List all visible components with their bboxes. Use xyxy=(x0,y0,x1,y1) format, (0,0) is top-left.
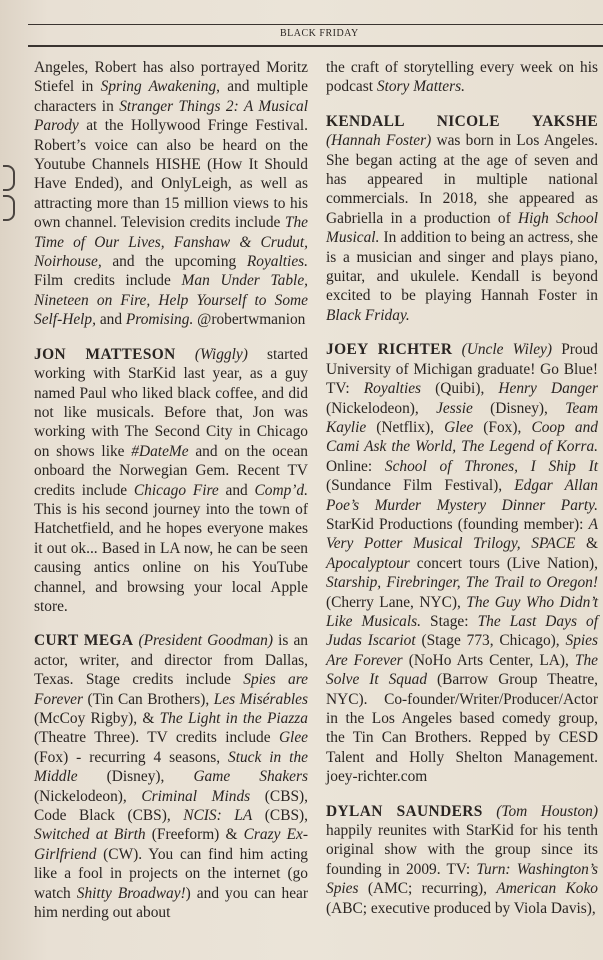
italic-title: The Time of Our Lives, Fanshaw & Crudut, Noirhouse, xyxy=(34,214,308,271)
italic-title: Crazy Ex-Girlfriend xyxy=(34,826,308,863)
italic-title: Starship, Firebringer, The Trail to Oregon! xyxy=(326,574,598,592)
text-run: (Cherry Lane, NYC), xyxy=(326,593,467,611)
binder-ring-icon xyxy=(3,165,15,191)
bio-dylan-saunders xyxy=(326,802,598,918)
italic-title: Switched at Birth xyxy=(34,826,146,844)
text-run: (Disney), xyxy=(472,399,566,417)
text-run: @robertwmanion xyxy=(193,311,306,329)
text-run: (Theatre Three). TV credits include xyxy=(34,729,279,747)
text-run: (Barrow Group Theatre, NYC). Co-founder/Writer/Producer/Actor in the Los Angeles based comedy group, the Tin Can Brothers. Repped by CESD Talent and Holly Shelton Management. joey-richter.com xyxy=(326,671,598,786)
italic-title: Spies Are Forever xyxy=(326,632,598,669)
text-run: at the Hollywood Fringe Festival. Robert’s voice can also be heard on the Youtube Channels HISHE (How It Should Have Ended), and OnlyLeigh, as well as attracting more than 15 million views to his own channel. Television credits include xyxy=(34,117,308,232)
actor-role: (President Goodman) xyxy=(138,632,273,650)
italic-title: Glee xyxy=(444,418,474,436)
text-run: (Freeform) & xyxy=(145,826,244,844)
italic-title: School of Thrones, I Ship It xyxy=(384,457,598,475)
text-run: (CBS), Code Black (CBS), xyxy=(34,787,308,825)
actor-role: (Uncle Wiley) xyxy=(461,341,552,359)
bio-robert-continued xyxy=(34,58,308,330)
text-run: was born in Los Angeles. She began acting at the age of seven and has appeared in multiple national commercials. In 2018, she appeared as Gabriella in a production of xyxy=(326,132,598,227)
right-column xyxy=(326,58,598,933)
text-run: This is his second journey into the town of Hatchetfield, and he hopes everyone makes it out ok... Based in LA now, he can be seen causing antics online on his YouTube channel, and browsing your local Apple store. xyxy=(34,500,308,615)
actor-name: DYLAN SAUNDERS xyxy=(326,802,483,820)
italic-title: Black Friday. xyxy=(326,306,410,324)
bio-curt-mega xyxy=(34,631,308,922)
text-run: In addition to being an actress, she is a musician and singer and plays piano, guitar, and ukulele. Kendall is beyond excited to be playing Hannah Foster in xyxy=(326,229,598,305)
italic-title: Royalties xyxy=(363,380,422,398)
text-run: (NoHo Arts Center, LA), xyxy=(402,651,575,669)
text-run: (Quibi), xyxy=(421,380,499,398)
italic-title: Stuck in the Middle xyxy=(34,748,308,786)
text-run: started working with StarKid last year, as a guy named Paul who liked black coffee, and did not like musicals. Before that, Jon was working with The Second City in Chicago on shows like xyxy=(34,345,308,460)
bio-text xyxy=(326,132,598,324)
actor-role: (Tom Houston) xyxy=(496,802,598,820)
italic-title: Les Misérables xyxy=(213,690,308,708)
text-run: (CBS), xyxy=(252,807,308,825)
italic-title: NCIS: LA xyxy=(183,807,253,825)
bio-text xyxy=(326,341,598,785)
text-run: & xyxy=(575,535,598,553)
italic-title: The Solve It Squad xyxy=(326,651,598,689)
italic-title: Man Under Table, Nineteen on Fire, Help Yourself to Some Self-Help, xyxy=(34,272,308,329)
italic-title: Chicago Fire xyxy=(133,481,219,499)
italic-title: Shitty Broadway! xyxy=(76,884,186,902)
text-run: Proud University of Michigan graduate! Go Blue! TV: xyxy=(326,341,598,398)
text-run: concert tours (Live Nation), xyxy=(409,554,598,572)
italic-title: Henry Danger xyxy=(498,380,598,398)
bio-joey-richter xyxy=(326,340,598,786)
text-run: and xyxy=(95,311,126,329)
running-header: BLACK FRIDAY xyxy=(280,28,359,39)
left-column xyxy=(34,58,308,937)
text-run: (CW). You can find him acting like a fool in projects on the internet (go watch xyxy=(34,845,308,902)
italic-title: Team Kaylie xyxy=(326,399,598,436)
italic-title: Coop and Cami Ask the World, The Legend of Korra. xyxy=(326,418,599,456)
text-run: Film credits include xyxy=(34,272,182,290)
text-run: (Fox) - recurring 4 seasons, xyxy=(34,748,228,766)
italic-title: Turn: Washington’s Spies xyxy=(326,860,599,898)
text-run: (Sundance Film Festival), xyxy=(326,477,515,495)
italic-title: The Guy Who Didn’t Like Musicals. xyxy=(326,593,598,630)
binder-ring-icon xyxy=(3,195,15,221)
text-run: (AMC; recurring), xyxy=(358,880,497,898)
italic-title: High School Musical. xyxy=(326,209,598,247)
text-run: (Disney), xyxy=(77,768,194,786)
actor-name: JON MATTESON xyxy=(34,345,176,363)
italic-title: #DateMe xyxy=(131,442,189,460)
text-run: is an actor, writer, and director from Dallas, Texas. Stage credits include xyxy=(34,632,308,689)
text-run: (Nickelodeon), xyxy=(34,787,142,805)
italic-title: The Last Days of Judas Iscariot xyxy=(326,612,598,650)
text-run: ) and you can hear him nerding out about xyxy=(34,884,308,922)
bio-jon-matteson xyxy=(34,345,308,617)
italic-title: Glee xyxy=(278,729,308,747)
actor-name: KENDALL NICOLE YAKSHE xyxy=(326,112,598,130)
bio-curt-continued xyxy=(326,58,598,97)
italic-title: American Koko xyxy=(496,880,598,898)
italic-title: Criminal Minds xyxy=(141,787,251,805)
italic-title: Promising. xyxy=(125,311,194,329)
italic-title: A Very Potter Musical Trilogy, SPACE xyxy=(326,515,598,553)
bio-text xyxy=(34,346,308,615)
text-run: (Stage 773, Chicago), xyxy=(415,632,566,650)
italic-title: Spies are Forever xyxy=(34,671,309,708)
actor-role: (Hannah Foster) xyxy=(326,132,432,150)
actor-name: CURT MEGA xyxy=(34,632,134,650)
text-run: (Netflix), xyxy=(366,418,445,436)
text-run: the craft of storytelling every week on his podcast xyxy=(326,59,598,96)
text-run: (Fox), xyxy=(473,418,532,436)
italic-title: Game Shakers xyxy=(193,768,308,786)
bio-kendall-yakshe xyxy=(326,112,598,325)
text-run: Stage: xyxy=(420,612,478,630)
text-run: (ABC; executive produced by Viola Davis), xyxy=(326,899,596,917)
bio-text xyxy=(326,822,598,917)
text-run: , and multiple characters in xyxy=(34,78,309,115)
text-run: and the upcoming xyxy=(101,253,247,271)
actor-role: (Wiggly) xyxy=(194,345,248,363)
italic-title: Stranger Things 2: A Musical Parody xyxy=(34,97,308,135)
header-rule-top xyxy=(28,24,603,25)
text-run: (Nickelodeon), xyxy=(326,399,437,417)
text-run: and on the ocean onboard the Norwegian Gem. Recent TV credits include xyxy=(34,442,308,499)
italic-title: Edgar Allan Poe’s Murder Mystery Dinner Party. xyxy=(326,477,598,514)
text-run: (McCoy Rigby), & xyxy=(34,710,160,727)
italic-title: Royalties. xyxy=(246,253,308,271)
italic-title: Jessie xyxy=(436,399,473,417)
text-run: (Tin Can Brothers), xyxy=(83,690,214,708)
italic-title: Apocalyptour xyxy=(326,554,410,572)
text-run: happily reunites with StarKid for his tenth original show with the group since its founding in 2009. TV: xyxy=(326,822,598,878)
text-run: Online: xyxy=(326,457,385,475)
text-run: StarKid Productions (founding member): xyxy=(326,515,589,533)
italic-title: Comp’d. xyxy=(254,481,308,499)
text-run: Angeles, Robert has also portrayed Moritz Stiefel in xyxy=(34,59,308,96)
italic-title: Story Matters. xyxy=(376,78,465,96)
actor-name: JOEY RICHTER xyxy=(326,341,453,359)
bio-text xyxy=(34,632,308,921)
header-rule-bottom xyxy=(28,45,603,47)
italic-title: The Light in the Piazza xyxy=(159,710,308,727)
text-run: and xyxy=(218,481,255,499)
italic-title: Spring Awakening xyxy=(100,78,217,96)
